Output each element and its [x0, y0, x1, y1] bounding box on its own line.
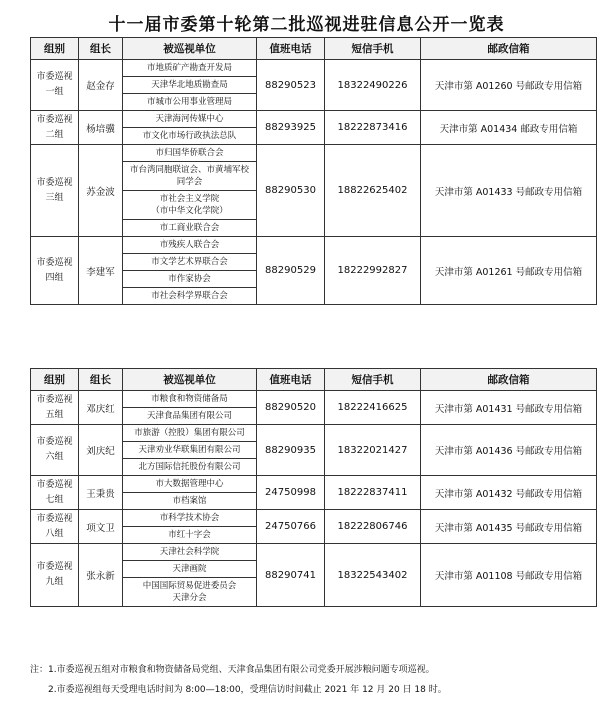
inspected-unit-line: 市台湾同胞联谊会、市黄埔军校 [129, 165, 249, 175]
inspected-unit-line: 天津劝业华联集团有限公司 [138, 445, 241, 455]
inspected-unit-line: 市旅游（控股）集团有限公司 [134, 428, 245, 438]
units-cell [123, 544, 257, 607]
notes [30, 660, 596, 700]
phone-cell: 24750766 [257, 510, 325, 544]
header-phone: 值班电话 [257, 38, 325, 60]
inspected-unit-line: 市文学艺术界联合会 [151, 257, 228, 267]
inspected-unit-line: （市中华文化学院） [151, 206, 228, 216]
inspected-unit-line: 市文化市场行政执法总队 [142, 131, 237, 141]
units-cell [123, 476, 257, 510]
group-label-line: 八组 [45, 528, 64, 539]
mailbox-cell: 天津市第 A01436 号邮政专用信箱 [421, 425, 597, 476]
inspected-unit-line: 天津海河传媒中心 [155, 114, 224, 124]
units-cell [123, 425, 257, 476]
group-label-line: 二组 [45, 129, 64, 140]
table-row [31, 111, 597, 145]
group-label-line: 市委巡视 [36, 114, 73, 125]
units-cell [123, 510, 257, 544]
units-cell [123, 111, 257, 145]
inspected-unit-line: 天津社会科学院 [159, 547, 220, 557]
header-units: 被巡视单位 [123, 369, 257, 391]
inspected-unit [123, 288, 256, 304]
phone-cell: 88290529 [257, 237, 325, 305]
inspected-unit-line: 中国国际贸易促进委员会 [142, 581, 237, 591]
inspected-unit-line: 市大数据管理中心 [155, 479, 224, 489]
group-cell [31, 237, 79, 305]
leader-cell: 张永新 [79, 544, 123, 607]
inspected-unit-line: 天津食品集团有限公司 [146, 411, 232, 421]
mobile-cell: 18822625402 [325, 145, 421, 237]
table-row [31, 391, 597, 425]
table-row [31, 145, 597, 237]
group-cell [31, 391, 79, 425]
group-label-line: 市委巡视 [36, 513, 73, 524]
phone-cell: 88290520 [257, 391, 325, 425]
group-label-line: 市委巡视 [36, 72, 73, 82]
group-label-line: 七组 [45, 494, 64, 505]
header-leader: 组长 [79, 38, 123, 60]
leader-cell: 刘庆纪 [79, 425, 123, 476]
group-label-line: 市委巡视 [36, 257, 73, 268]
header-mobile: 短信手机 [325, 369, 421, 391]
inspected-unit-line: 北方国际信托股份有限公司 [138, 462, 241, 472]
phone-cell: 88290741 [257, 544, 325, 607]
group-cell [31, 425, 79, 476]
units-cell [123, 60, 257, 111]
leader-cell: 项文卫 [79, 510, 123, 544]
header-row [31, 38, 597, 60]
table-row [31, 237, 597, 305]
group-cell [31, 60, 79, 111]
group-label-line: 市委巡视 [36, 562, 73, 572]
header-group: 组别 [31, 369, 79, 391]
inspected-unit [123, 271, 256, 288]
inspected-unit [123, 510, 256, 527]
inspected-unit [123, 527, 256, 543]
inspected-unit [123, 237, 256, 254]
group-cell [31, 510, 79, 544]
inspected-unit [123, 578, 256, 606]
inspected-unit-line: 同学会 [176, 177, 203, 187]
leader-cell: 杨培骥 [79, 111, 123, 145]
phone-cell: 88290935 [257, 425, 325, 476]
leader-cell: 邓庆红 [79, 391, 123, 425]
inspected-unit [123, 60, 256, 77]
mobile-cell: 18222806746 [325, 510, 421, 544]
inspected-unit [123, 77, 256, 94]
mobile-cell: 18322021427 [325, 425, 421, 476]
units-cell [123, 145, 257, 237]
header-mailbox: 邮政信箱 [421, 38, 597, 60]
group-label-line: 市委巡视 [36, 479, 73, 490]
mailbox-cell: 天津市第 A01260 号邮政专用信箱 [421, 60, 597, 111]
mailbox-cell: 天津市第 A01431 号邮政专用信箱 [421, 391, 597, 425]
inspected-unit-line: 市地质矿产勘查开发局 [146, 63, 232, 73]
inspected-unit [123, 544, 256, 561]
group-label-line: 六组 [45, 452, 64, 462]
group-label-line: 市委巡视 [36, 177, 73, 188]
units-cell [123, 391, 257, 425]
note-2: 2.市委巡视组每天受理电话时间为 8:00—18:00，受理信访时间截止 2021 年 12 月 20 日 18 时。 [48, 685, 447, 695]
page-title: 十一届市委第十轮第二批巡视进驻信息公开一览表 [108, 15, 505, 35]
header-units: 被巡视单位 [123, 38, 257, 60]
mobile-cell: 18222992827 [325, 237, 421, 305]
header-mobile: 短信手机 [325, 38, 421, 60]
inspected-unit [123, 391, 256, 408]
group-cell [31, 544, 79, 607]
inspected-unit-line: 市档案馆 [172, 496, 207, 506]
phone-cell: 88290530 [257, 145, 325, 237]
group-label-line: 四组 [45, 272, 64, 283]
inspected-unit [123, 191, 256, 220]
group-cell [31, 476, 79, 510]
inspected-unit-line: 市归国华侨联合会 [155, 148, 224, 158]
leader-cell: 赵金存 [79, 60, 123, 111]
inspection-table-1 [30, 37, 597, 305]
mobile-cell: 18322543402 [325, 544, 421, 607]
inspected-unit-line: 市红十字会 [168, 530, 211, 540]
note-1: 注：1.市委巡视五组对市粮食和物资储备局党组、天津食品集团有限公司党委开展涉粮问题专项巡视。 [30, 665, 435, 675]
inspected-unit-line: 市城市公用事业管理局 [146, 97, 232, 107]
leader-cell: 李建军 [79, 237, 123, 305]
inspected-unit [123, 561, 256, 578]
inspected-unit-line: 市作家协会 [168, 274, 211, 284]
group-label-line: 三组 [45, 192, 64, 203]
table-row [31, 510, 597, 544]
header-phone: 值班电话 [257, 369, 325, 391]
mobile-cell: 18222837411 [325, 476, 421, 510]
header-row [31, 369, 597, 391]
table-row [31, 544, 597, 607]
mailbox-cell: 天津市第 A01432 号邮政专用信箱 [421, 476, 597, 510]
inspected-unit-line: 市社会主义学院 [159, 194, 220, 204]
inspected-unit [123, 128, 256, 144]
inspected-unit [123, 220, 256, 236]
group-label-line: 一组 [45, 87, 64, 97]
mobile-cell: 18322490226 [325, 60, 421, 111]
group-label-line: 五组 [45, 409, 64, 420]
inspected-unit [123, 425, 256, 442]
phone-cell: 24750998 [257, 476, 325, 510]
inspected-unit-line: 天津分会 [172, 593, 207, 603]
inspected-unit [123, 408, 256, 424]
table-row [31, 60, 597, 111]
units-cell [123, 237, 257, 305]
inspected-unit [123, 162, 256, 191]
inspected-unit-line: 天津画院 [172, 564, 207, 574]
inspected-unit-line: 市残疾人联合会 [159, 240, 220, 250]
mailbox-cell: 天津市第 A01435 号邮政专用信箱 [421, 510, 597, 544]
group-cell [31, 111, 79, 145]
phone-cell: 88293925 [257, 111, 325, 145]
inspected-unit-line: 市粮食和物资储备局 [151, 394, 228, 404]
mailbox-cell: 天津市第 A01108 号邮政专用信箱 [421, 544, 597, 607]
inspected-unit-line: 市工商业联合会 [159, 223, 220, 233]
header-group: 组别 [31, 38, 79, 60]
header-leader: 组长 [79, 369, 123, 391]
mobile-cell: 18222416625 [325, 391, 421, 425]
mailbox-cell: 天津市第 A01434 邮政专用信箱 [421, 111, 597, 145]
inspected-unit [123, 493, 256, 509]
group-label-line: 市委巡视 [36, 437, 73, 447]
group-label-line: 九组 [45, 577, 64, 587]
inspected-unit [123, 459, 256, 475]
inspected-unit-line: 市科学技术协会 [159, 513, 220, 523]
inspected-unit [123, 145, 256, 162]
inspected-unit [123, 442, 256, 459]
inspected-unit-line: 市社会科学界联合会 [151, 291, 228, 301]
table-row [31, 425, 597, 476]
inspection-table-2 [30, 368, 597, 607]
mobile-cell: 18222873416 [325, 111, 421, 145]
inspected-unit-line: 天津华北地质勘查局 [151, 80, 228, 90]
mailbox-cell: 天津市第 A01433 号邮政专用信箱 [421, 145, 597, 237]
leader-cell: 王秉贵 [79, 476, 123, 510]
inspected-unit [123, 476, 256, 493]
group-cell [31, 145, 79, 237]
inspected-unit [123, 111, 256, 128]
header-mailbox: 邮政信箱 [421, 369, 597, 391]
table-row [31, 476, 597, 510]
inspected-unit [123, 254, 256, 271]
inspected-unit [123, 94, 256, 110]
mailbox-cell: 天津市第 A01261 号邮政专用信箱 [421, 237, 597, 305]
phone-cell: 88290523 [257, 60, 325, 111]
group-label-line: 市委巡视 [36, 394, 73, 405]
leader-cell: 苏金波 [79, 145, 123, 237]
